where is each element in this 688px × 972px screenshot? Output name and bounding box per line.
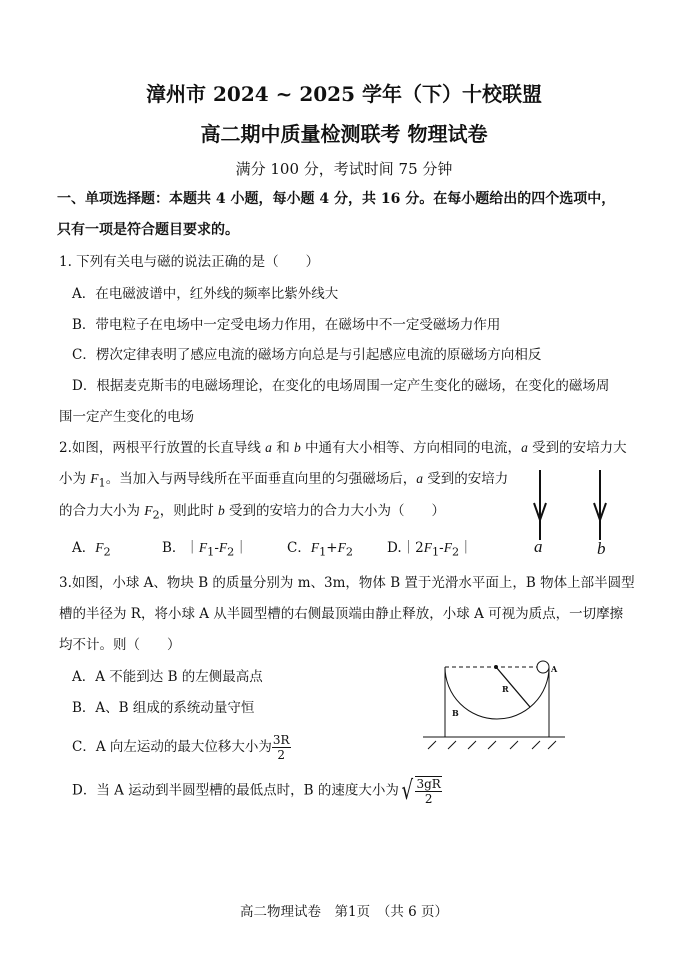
page-footer: 高二物理试卷 第1页 （共 6 页）: [239, 904, 448, 920]
q1-option-c: C．楞次定律表明了感应电流的磁场方向总是与引起感应电流的原磁场方向相反: [72, 347, 542, 363]
q2-option-b: B．$|F_1-F_2|$: [162, 540, 248, 559]
q2-option-d: $D.|2F_1-F_2|$: [387, 540, 473, 559]
q3-option-b: B．A、B 组成的系统动量守恒: [72, 700, 255, 716]
q3-option-a: A．A 不能到达 B 的左侧最高点: [72, 669, 263, 685]
q2-stem-line3: 的合力大小为 $F_2$，则此时 b 受到的安培力的合力大小为（ ）: [59, 503, 446, 522]
fig-label-a: A: [551, 664, 558, 674]
q3-option-d: D．当 A 运动到半圆型槽的最低点时，B 的速度大小为 √ $\frac{3gR}{2}$: [72, 776, 441, 806]
exam-info: 满分 100 分，考试时间 75 分钟: [235, 160, 453, 178]
q1-stem: 1. 下列有关电与磁的说法正确的是（ ）: [59, 254, 320, 270]
q2-stem-line2: 小为 $F_1$。当加入与两导线所在平面垂直向里的匀强磁场后，a 受到的安培力: [59, 471, 509, 490]
q2-option-a: A．$F_2$: [72, 540, 111, 559]
semicircle-groove-figure: [420, 655, 600, 750]
section-heading: 一、单项选择题：本题共 4 小题，每小题 4 分，共 16 分。在每小题给出的四个选项中，: [57, 191, 616, 207]
title-line-2: 高二期中质量检测联考 物理试卷: [200, 122, 488, 146]
fig-label-b: B: [452, 708, 459, 718]
q1-option-b: B．带电粒子在电场中一定受电场力作用，在磁场中不一定受磁场力作用: [72, 317, 501, 333]
wire-a-label: a: [534, 537, 543, 556]
q3-stem-line1: 3.如图，小球 A、物块 B 的质量分别为 m、3m，物体 B 置于光滑水平面上，B 物体上部半圆型: [59, 575, 635, 591]
q3-stem-line2: 槽的半径为 R，将小球 A 从半圆型槽的右侧最顶端由静止释放，小球 A 可视为质点，一切摩擦: [59, 606, 624, 622]
wire-b-label: b: [597, 539, 606, 558]
q1-option-d: D．根据麦克斯韦的电磁场理论，在变化的电场周围一定产生变化的磁场，在变化的磁场周: [72, 378, 610, 394]
q3-option-c: C．A 向左运动的最大位移大小为 $\frac{3R}{2}$: [72, 733, 290, 762]
title-line-1: 漳州市 2024 ~ 2025 学年（下）十校联盟: [146, 82, 542, 106]
q2-option-c: C．$F_1+F_2$: [287, 540, 353, 559]
q1-option-d-cont: 围一定产生变化的电场: [59, 409, 194, 425]
q3-stem-line3: 均不计。则（ ）: [59, 637, 181, 653]
fig-label-r: R: [502, 684, 509, 694]
q2-stem-line1: 2.如图，两根平行放置的长直导线 a 和 b 中通有大小相等、方向相同的电流，a 受到的安培力大: [59, 440, 627, 456]
section-heading-cont: 只有一项是符合题目要求的。: [57, 222, 239, 238]
q1-option-a: A．在电磁波谱中，红外线的频率比紫外线大: [72, 286, 339, 302]
